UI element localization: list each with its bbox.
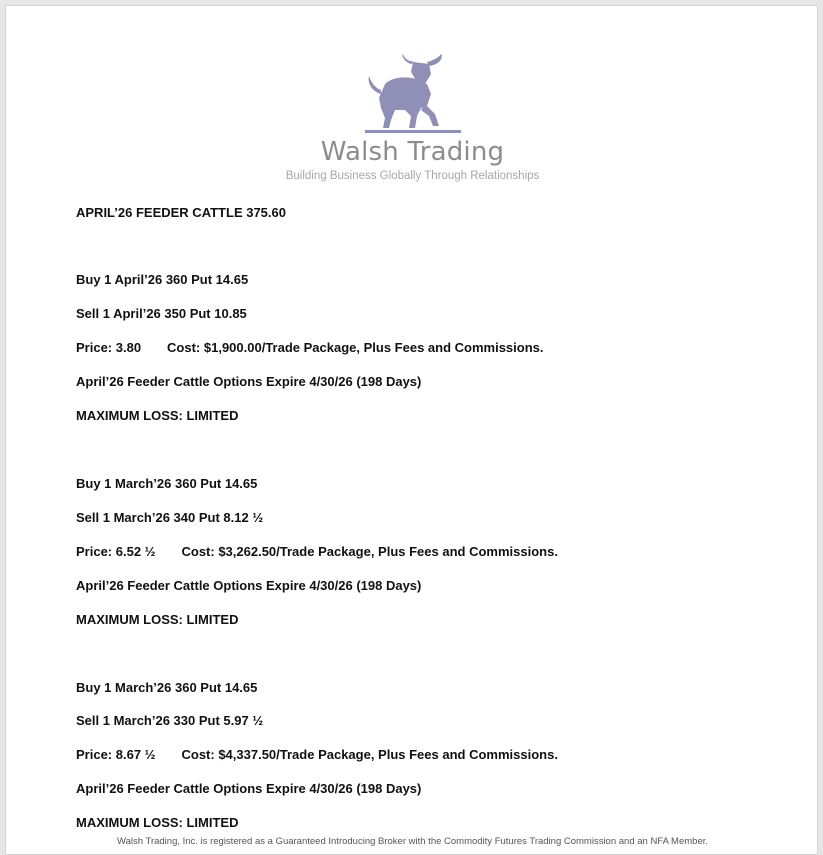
- trade-2-cost: Cost: $3,262.50/Trade Package, Plus Fees and Commissions.: [181, 544, 558, 559]
- trade-2-sell: Sell 1 March’26 340 Put 8.12 ½: [76, 510, 264, 525]
- brand-name: Walsh Trading: [320, 137, 505, 167]
- trade-2-expiry: April’26 Feeder Cattle Options Expire 4/30/26 (198 Days): [76, 578, 422, 593]
- trade-1-sell: Sell 1 April’26 350 Put 10.85: [76, 306, 247, 321]
- trade-1-buy: Buy 1 April’26 360 Put 14.65: [76, 272, 249, 287]
- document-page: [5, 5, 818, 855]
- trade-3-cost: Cost: $4,337.50/Trade Package, Plus Fees and Commissions.: [181, 747, 558, 762]
- trade-2-price: Price: 6.52 ½: [76, 544, 156, 559]
- trade-1-price: Price: 3.80: [76, 340, 142, 355]
- trade-2-price-row: [76, 544, 558, 559]
- bull-icon: [365, 54, 461, 134]
- trade-1-max-loss: MAXIMUM LOSS: LIMITED: [76, 408, 239, 423]
- footer-disclaimer: Walsh Trading, Inc. is registered as a Guaranteed Introducing Broker with the Commodity Futures Trading Commission and an NFA Member.: [116, 836, 709, 847]
- trade-3-buy: Buy 1 March’26 360 Put 14.65: [76, 680, 258, 695]
- trade-3-max-loss: MAXIMUM LOSS: LIMITED: [76, 815, 239, 830]
- trade-3-price-row: [76, 747, 558, 762]
- trade-3-expiry: April’26 Feeder Cattle Options Expire 4/30/26 (198 Days): [76, 781, 422, 796]
- trade-2-max-loss: MAXIMUM LOSS: LIMITED: [76, 612, 239, 627]
- trade-1-cost: Cost: $1,900.00/Trade Package, Plus Fees and Commissions.: [167, 340, 544, 355]
- trade-1-price-row: [76, 340, 544, 355]
- brand-tagline: Building Business Globally Through Relationships: [285, 170, 540, 182]
- trade-2-buy: Buy 1 March’26 360 Put 14.65: [76, 476, 258, 491]
- trade-3-price: Price: 8.67 ½: [76, 747, 156, 762]
- trade-3-sell: Sell 1 March’26 330 Put 5.97 ½: [76, 713, 264, 728]
- headline: APRIL’26 FEEDER CATTLE 375.60: [76, 205, 286, 220]
- trade-1-expiry: April’26 Feeder Cattle Options Expire 4/30/26 (198 Days): [76, 374, 422, 389]
- company-logo: [6, 54, 818, 134]
